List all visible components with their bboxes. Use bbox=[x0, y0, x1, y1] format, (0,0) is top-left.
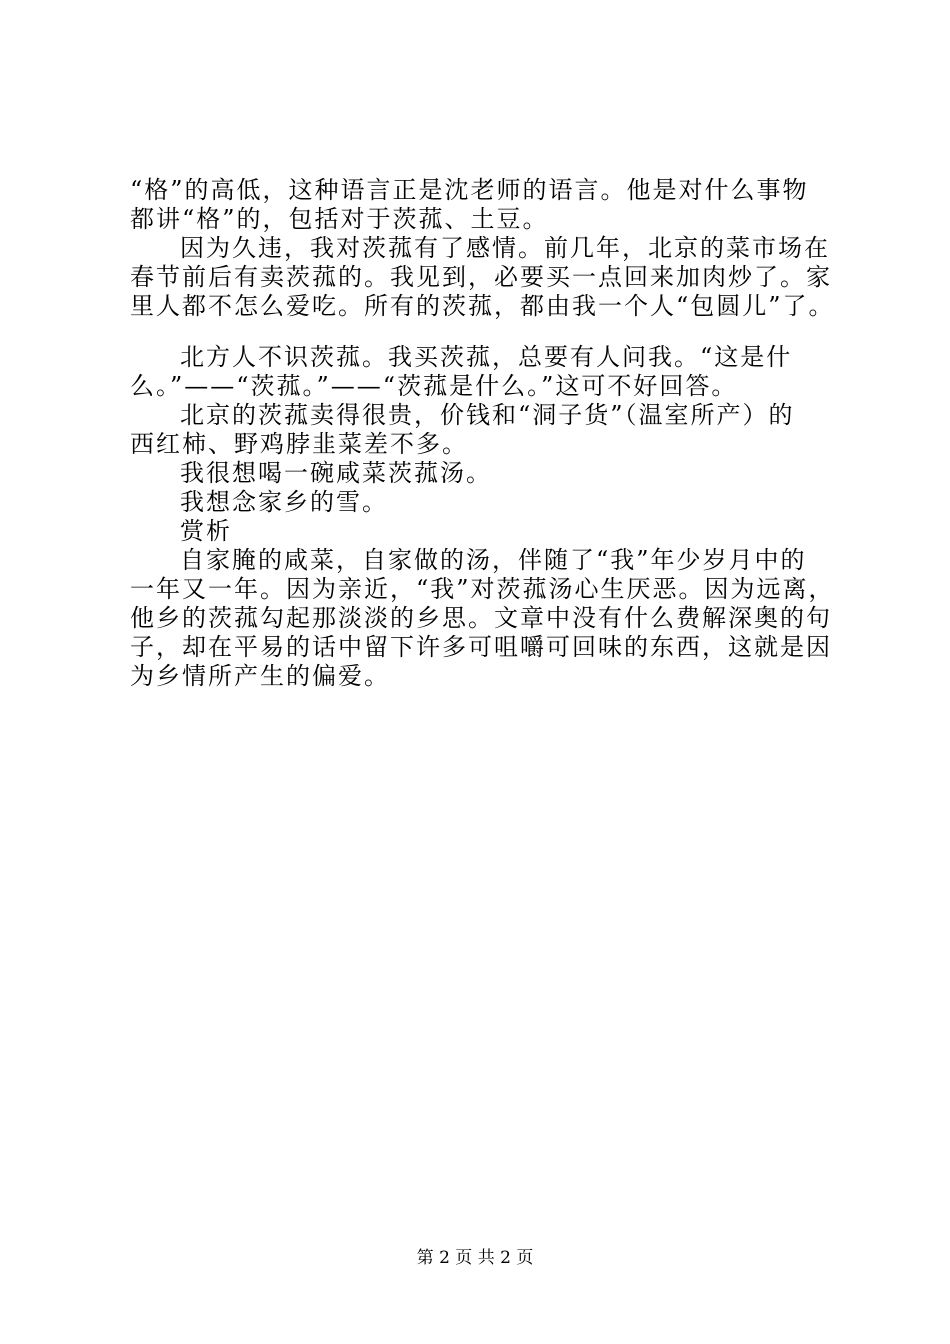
paragraph-3 bbox=[130, 343, 850, 401]
text-line: 北方人不识茨菰。我买茨菰，总要有人问我。“这是什 bbox=[180, 343, 793, 371]
text-line: 赏析 bbox=[180, 517, 232, 545]
text-line: 西红柿、野鸡脖韭菜差不多。 bbox=[130, 430, 468, 458]
text-line: 北京的茨菰卖得很贵，价钱和“洞子货”（温室所产）的 bbox=[180, 401, 795, 429]
article-body bbox=[130, 176, 850, 691]
text-line: 为乡情所产生的偏爱。 bbox=[130, 662, 390, 690]
paragraph-5 bbox=[130, 459, 850, 488]
text-line: 他乡的茨菰勾起那淡淡的乡思。文章中没有什么费解深奥的句 bbox=[130, 604, 832, 632]
text-line: 子，却在平易的话中留下许多可咀嚼可回味的东西，这就是因 bbox=[130, 633, 832, 661]
text-line: 一年又一年。因为亲近，“我”对茨菰汤心生厌恶。因为远离， bbox=[130, 575, 835, 603]
text-line: 我想念家乡的雪。 bbox=[180, 488, 388, 516]
text-line: 都讲“格”的，包括对于茨菰、土豆。 bbox=[130, 205, 549, 233]
paragraph-6 bbox=[130, 488, 850, 517]
paragraph-spacer bbox=[130, 321, 850, 343]
text-line: “格”的高低，这种语言正是沈老师的语言。他是对什么事物 bbox=[130, 176, 809, 204]
paragraph-2 bbox=[130, 234, 850, 321]
page-number-footer: 第 2 页 共 2 页 bbox=[416, 1248, 534, 1268]
paragraph-4 bbox=[130, 401, 850, 459]
text-line: 么。”——“茨菰。”——“茨菰是什么。”这可不好回答。 bbox=[130, 372, 738, 400]
text-line: 自家腌的咸菜，自家做的汤，伴随了“我”年少岁月中的 bbox=[180, 546, 807, 574]
paragraph-1 bbox=[130, 176, 850, 234]
text-line: 春节前后有卖茨菰的。我见到，必要买一点回来加肉炒了。家 bbox=[130, 263, 832, 291]
text-line: 里人都不怎么爱吃。所有的茨菰，都由我一个人“包圆儿”了。 bbox=[130, 292, 835, 320]
section-heading-appreciation bbox=[130, 517, 850, 546]
paragraph-8 bbox=[130, 546, 850, 691]
text-line: 因为久违，我对茨菰有了感情。前几年，北京的菜市场在 bbox=[180, 234, 830, 262]
text-line: 我很想喝一碗咸菜茨菰汤。 bbox=[180, 459, 492, 487]
